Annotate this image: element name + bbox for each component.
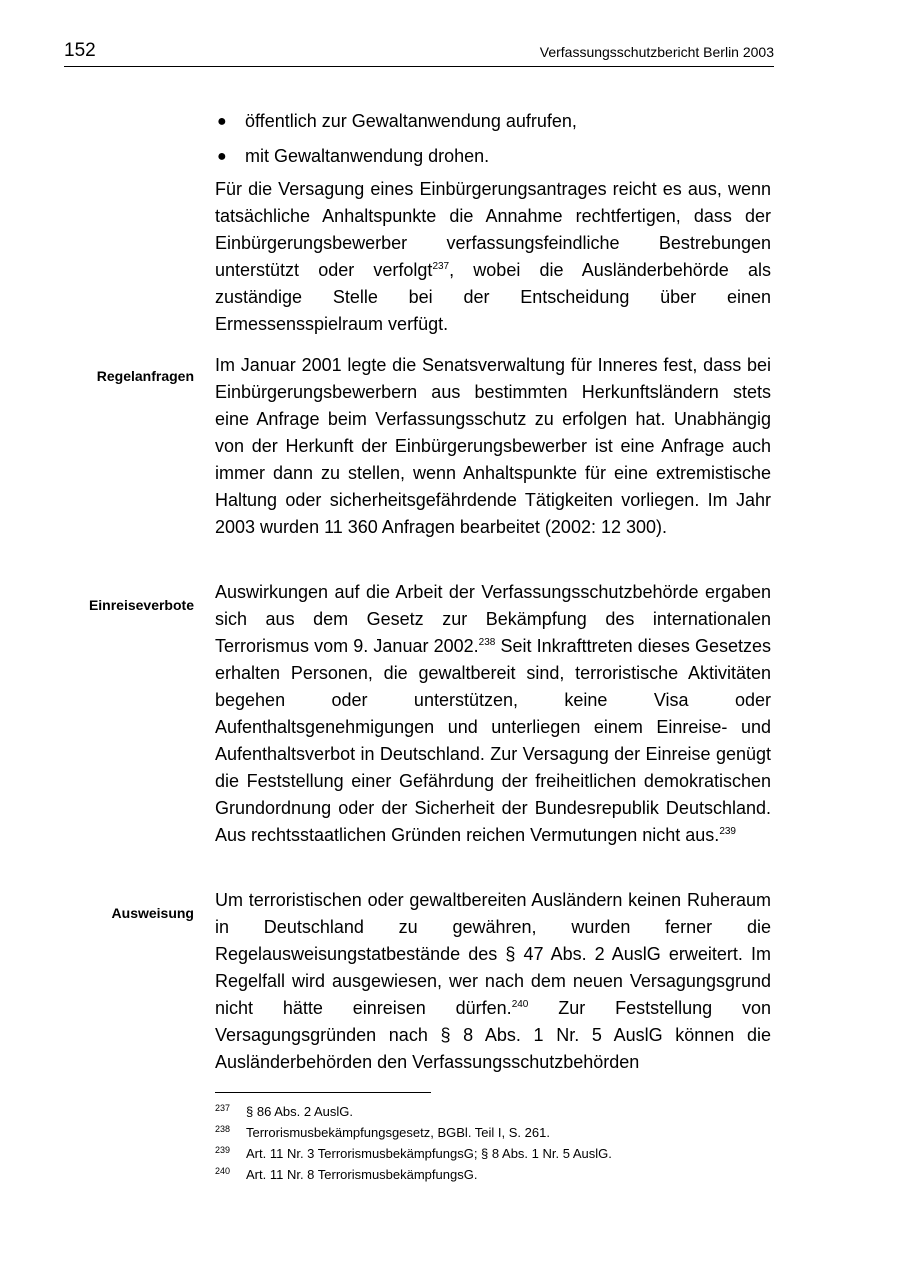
- footnote-text: § 86 Abs. 2 AuslG.: [246, 1104, 353, 1119]
- footnote-number: 238: [215, 1124, 231, 1134]
- footnote-number: 237: [215, 1103, 231, 1113]
- einreise-text-a: Auswirkungen auf die Arbeit der Verfassungsschutzbehörde ergaben sich aus dem Gesetz zur Bekämpfung des internationalen Terrorismus vom 9. Januar 2002.: [215, 582, 771, 656]
- page-number: 152: [64, 40, 96, 61]
- ausweisung-text-b: Zur Feststellung von Versagungsgründen nach § 8 Abs. 1 Nr. 5 AuslG können die Ausländerbehörden den Verfassungsschutzbehörden: [215, 998, 771, 1072]
- footnote-divider: [215, 1092, 431, 1093]
- footnote-text: Art. 11 Nr. 8 TerrorismusbekämpfungsG.: [246, 1167, 478, 1182]
- einreiseverbote-section: [215, 579, 771, 849]
- side-label-einreiseverbote: Einreiseverbote: [88, 597, 194, 613]
- footnote-ref[interactable]: 237: [432, 261, 450, 272]
- list-item: [215, 108, 771, 135]
- ausweisung-text-a: Um terroristischen oder gewaltbereiten Ausländern keinen Ruheraum in Deutschland zu gewähren, wurden ferner die Regelausweisungstatbestände des § 47 Abs. 2 AuslG erweitert. Im Regelfall wird ausgewiesen, wer nach dem neuen Versagungsgrund nicht hätte einreisen dürfen.: [215, 890, 771, 1018]
- bullet-icon: ●: [217, 113, 227, 130]
- page-header: [64, 36, 774, 67]
- footnote-ref[interactable]: 239: [719, 826, 736, 837]
- bullet-icon: ●: [217, 148, 227, 165]
- footnote-ref[interactable]: 240: [511, 999, 529, 1010]
- footnote-item: [215, 1164, 771, 1185]
- bullet-list: [215, 108, 771, 170]
- einreiseverbote-paragraph: [215, 579, 771, 849]
- einreise-text-b: Seit Inkrafttreten dieses Gesetzes erhalten Personen, die gewaltbereit sind, terroristische Aktivitäten begehen oder unterstützen, keine Visa oder Aufenthaltsgenehmigungen und unterliegen einem Einreise- und Aufenthaltsverbot in Deutschland. Zur Versagung der Einreise genügt die Feststellung einer Gefährdung der freiheitlichen demokratischen Grundordnung oder der Sicherheit der Bundesrepublik Deutschland. Aus rechtsstaatlichen Gründen reichen Vermutungen nicht aus.: [215, 636, 771, 845]
- footnote-ref[interactable]: 238: [478, 637, 496, 648]
- regelanfragen-section: [215, 352, 771, 541]
- ausweisung-paragraph: [215, 887, 771, 1076]
- bullet-text: mit Gewaltanwendung drohen.: [245, 146, 490, 166]
- intro-section: [215, 176, 771, 338]
- footnote-number: 239: [215, 1145, 231, 1155]
- footnote-item: [215, 1143, 771, 1164]
- footnote-item: [215, 1122, 771, 1143]
- intro-text-a: Für die Versagung eines Einbürgerungsantrages reicht es aus, wenn tatsächliche Anhaltspunkte die Annahme rechtfertigen, dass der Einbürgerungsbewerber verfassungsfeindliche Bestrebungen unterstützt oder verfolgt: [215, 179, 771, 280]
- footnote-text: Terrorismusbekämpfungsgesetz, BGBl. Teil I, S. 261.: [246, 1125, 550, 1140]
- footnote-item: [215, 1101, 771, 1122]
- list-item: [215, 143, 771, 170]
- bullet-text: öffentlich zur Gewaltanwendung aufrufen,: [245, 111, 577, 131]
- side-label-regelanfragen: Regelanfragen: [96, 368, 194, 384]
- regelanfragen-paragraph: Im Januar 2001 legte die Senatsverwaltung für Inneres fest, dass bei Einbürgerungsbewerbern aus bestimmten Herkunftsländern stets eine Anfrage beim Verfassungsschutz zu erfolgen hat. Unabhängig von der Herkunft der Einbürgerungsbewerber ist eine Anfrage auch immer dann zu stellen, wenn Anhaltspunkte für eine extremistische Haltung oder sicherheitsgefährdende Tätigkeiten vorliegen. Im Jahr 2003 wurden 11 360 Anfragen bearbeitet (2002: 12 300).: [215, 355, 771, 537]
- running-title: Verfassungsschutzbericht Berlin 2003: [539, 44, 774, 60]
- footnote-text: Art. 11 Nr. 3 TerrorismusbekämpfungsG; § 8 Abs. 1 Nr. 5 AuslG.: [246, 1146, 612, 1161]
- side-label-ausweisung: Ausweisung: [111, 905, 194, 921]
- intro-text-b: , wobei die Ausländerbehörde als zuständige Stelle bei der Entscheidung über einen Ermessensspielraum verfügt.: [215, 260, 771, 334]
- ausweisung-section: [215, 887, 771, 1076]
- footnotes: [215, 1101, 771, 1185]
- footnote-number: 240: [215, 1166, 231, 1176]
- intro-paragraph: [215, 176, 771, 338]
